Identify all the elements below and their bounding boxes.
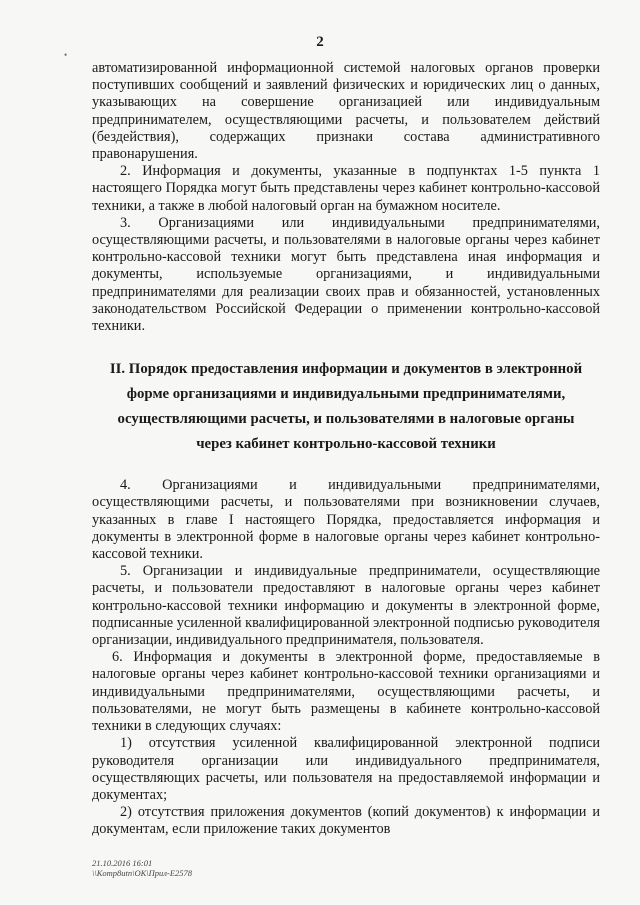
document-body <box>92 60 600 839</box>
paragraph-5: 5. Организации и индивидуальные предприниматели, осуществляющие расчеты, и пользователи предоставляют в налоговые органы через кабинет контрольно-кассовой техники информацию и документы в электронной форме, подписанные усиленной квалифицированной электронной подписью руководителя организации, индивидуального предпринимателя, пользователя. <box>92 563 600 649</box>
paragraph-4: 4. Организациями и индивидуальными предпринимателями, осуществляющими расчеты, и пользователями при возникновении случаев, указанных в главе I настоящего Порядка, предоставляется информация и документы в электронной форме в налоговые органы через кабинет контрольно-кассовой техники. <box>92 477 600 563</box>
subparagraph-2: 2) отсутствия приложения документов (копий документов) к информации и документам, если приложение таких документов <box>92 804 600 838</box>
paragraph-6: 6. Информация и документы в электронной форме, предоставляемые в налоговые органы через кабинет контрольно-кассовой техники организациями и индивидуальными предпринимателями, осуществляющими расчеты, и пользователями, не могут быть размещены в кабинете контрольно-кассовой техники в следующих случаях: <box>92 649 600 735</box>
heading-line-3: осуществляющими расчеты, и пользователями в налоговые органы <box>117 411 575 428</box>
subparagraph-1: 1) отсутствия усиленной квалифицированной электронной подписи руководителя организации или индивидуального предпринимателя, осуществляющих расчеты, или пользователя на предоставляемой информации и документах; <box>92 735 600 803</box>
page-number: 2 <box>316 34 324 50</box>
heading-line-2: форме организациями и индивидуальными предпринимателями, <box>126 386 566 403</box>
section-heading <box>92 357 600 457</box>
footer-file-path: \\Komp8utn\ОК\Прил-E2578 <box>92 868 193 878</box>
paragraph-3: 3. Организациями или индивидуальными предпринимателями, осуществляющими расчеты, и пользователями в налоговые органы через кабинет контрольно-кассовой техники могут быть представлена иная информация и документы, используемые организациями, и индивидуальными предпринимателями для реализации своих прав и обязанностей, установленных законодательством Российской Федерации о применении контрольно-кассовой техники. <box>92 214 600 335</box>
footer-timestamp: 21.10.2016 16:01 <box>92 858 153 868</box>
paragraph-continued: автоматизированной информационной системой налоговых органов проверки поступивших сообщений и заявлений физических и юридических лиц о данных, указывающих на совершение организацией или индивидуальным предпринимателем, осуществляющими расчеты, и пользователем действий (бездействия), содержащих признаки состава административного правонарушения. <box>92 60 600 163</box>
scan-mark: • <box>64 50 68 60</box>
document-footer <box>92 858 192 878</box>
heading-line-4: через кабинет контрольно-кассовой техники <box>196 436 496 453</box>
paragraph-2: 2. Информация и документы, указанные в подпунктах 1-5 пункта 1 настоящего Порядка могут быть представлены через кабинет контрольно-кассовой техники, а также в любой налоговый орган на бумажном носителе. <box>92 163 600 214</box>
heading-line-1: II. Порядок предоставления информации и документов в электронной <box>109 361 583 378</box>
